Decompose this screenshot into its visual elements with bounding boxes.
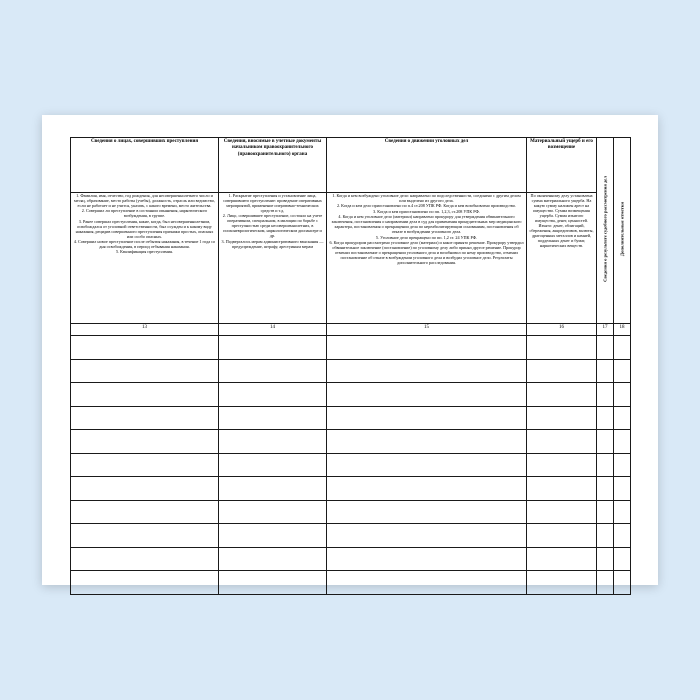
col15-item-4: 4. Когда и кем уголовное дело (материал) направлено прокурору для утверждения обвинительного заключения, постановления о направлении дела в суд для применения принудительных мер медицинского характера, постановления о прекращении дела по нереабилитирующим основаниям, постановления об отказе в возбуждении уголовного дела. <box>331 214 522 235</box>
cell-17[interactable] <box>597 359 614 383</box>
cell-15[interactable] <box>327 500 527 524</box>
cell-14[interactable] <box>219 430 327 454</box>
cell-13[interactable] <box>71 500 219 524</box>
table-row[interactable] <box>71 336 631 360</box>
column-header-18 <box>614 138 631 324</box>
cell-17[interactable] <box>597 500 614 524</box>
cell-15[interactable] <box>327 547 527 571</box>
column-number-18: 18 <box>614 324 631 336</box>
cell-16[interactable] <box>527 336 597 360</box>
cell-16[interactable] <box>527 500 597 524</box>
cell-14[interactable] <box>219 571 327 595</box>
cell-18[interactable] <box>614 453 631 477</box>
cell-18[interactable] <box>614 477 631 501</box>
col13-item-3: 3. Ранее совершал преступления, какие, когда, был несовершеннолетним, освобождался от уголовной ответственности, был осужден и к какому виду наказания, рецидив совершенного преступления признаки простых, опасных или особо опасных. <box>75 218 214 239</box>
cell-13[interactable] <box>71 383 219 407</box>
cell-16[interactable] <box>527 477 597 501</box>
table-row[interactable] <box>71 500 631 524</box>
cell-16[interactable] <box>527 359 597 383</box>
cell-14[interactable] <box>219 406 327 430</box>
cell-15[interactable] <box>327 336 527 360</box>
cell-16[interactable] <box>527 524 597 548</box>
column-number-15: 15 <box>327 324 527 336</box>
cell-18[interactable] <box>614 571 631 595</box>
col15-item-3: 3. Когда и кем приостановлено по пп. 1,2,3, ст.208 УПК РФ. <box>373 208 480 214</box>
column-number-13: 13 <box>71 324 219 336</box>
column-header-17 <box>597 138 614 324</box>
table-row[interactable] <box>71 524 631 548</box>
cell-16[interactable] <box>527 571 597 595</box>
cell-14[interactable] <box>219 453 327 477</box>
cell-15[interactable] <box>327 430 527 454</box>
col15-item-6: 6. Когда прокурором рассмотрено уголовное дело (материал) и какое принято решение. Прокурору утвердил обвинительное заключение (постановление) по уголовному делу либо принял другое решение. Прокурор отменил постановление о прекращении уголовного дела и возобновил по нему производство, отменил постановление об отказе в возбуждении уголовного дела и возбудил уголовное дело. Результаты дополнительного расследования. <box>329 240 524 265</box>
table-header-row <box>71 138 631 193</box>
cell-16[interactable] <box>527 547 597 571</box>
cell-13[interactable] <box>71 359 219 383</box>
table-row[interactable] <box>71 406 631 430</box>
table-row[interactable] <box>71 477 631 501</box>
cell-14[interactable] <box>219 477 327 501</box>
table-row[interactable] <box>71 430 631 454</box>
column-header-15: Сведения о движении уголовных дел <box>327 138 527 193</box>
table-row[interactable] <box>71 547 631 571</box>
cell-13[interactable] <box>71 336 219 360</box>
cell-17[interactable] <box>597 477 614 501</box>
cell-17[interactable] <box>597 547 614 571</box>
cell-13[interactable] <box>71 406 219 430</box>
col13-item-2: 2. Совершил ли преступление в состоянии опьянения, наркотического возбуждения, в группе. <box>81 208 208 219</box>
cell-17[interactable] <box>597 453 614 477</box>
form-sheet <box>70 137 630 565</box>
cell-15[interactable] <box>327 406 527 430</box>
table-description-row <box>71 193 631 324</box>
col15-item-2: 2. Когда и кем дело приостановлено по п.4 ст.208 УПК РФ. Когда и кем возобновлено производство. <box>336 203 517 209</box>
col13-item-1: 1. Фамилия, имя, отчество, год рождения, для несовершеннолетнего число и месяц, образование, место работы (учебы), должность, отрасль или ведомство, если не работает и не учится, указать, с какого времени, место жительства. <box>74 193 215 208</box>
cell-18[interactable] <box>614 524 631 548</box>
cell-14[interactable] <box>219 524 327 548</box>
cell-18[interactable] <box>614 406 631 430</box>
registration-form-table <box>70 137 631 595</box>
cell-16[interactable] <box>527 453 597 477</box>
cell-16[interactable] <box>527 430 597 454</box>
cell-14[interactable] <box>219 547 327 571</box>
cell-14[interactable] <box>219 359 327 383</box>
cell-16[interactable] <box>527 406 597 430</box>
col15-item-5: 5. Уголовное дело прекращено по пп. 1,2 ст. 24 УПК РФ. <box>375 234 478 240</box>
cell-18[interactable] <box>614 430 631 454</box>
cell-14[interactable] <box>219 383 327 407</box>
cell-18[interactable] <box>614 383 631 407</box>
cell-15[interactable] <box>327 453 527 477</box>
column-header-13: Сведения о лицах, совершивших преступления <box>71 138 219 193</box>
cell-13[interactable] <box>71 453 219 477</box>
column-number-14: 14 <box>219 324 327 336</box>
cell-17[interactable] <box>597 524 614 548</box>
cell-15[interactable] <box>327 477 527 501</box>
column-number-row <box>71 324 631 336</box>
cell-17[interactable] <box>597 336 614 360</box>
cell-18[interactable] <box>614 336 631 360</box>
column-header-16: Материальный ущерб и его возмещение <box>527 138 597 193</box>
cell-13[interactable] <box>71 430 219 454</box>
col13-item-4: 4. Совершил новое преступление после отбытия наказания, в течение 1 года со дня освобождения, в период отбывания наказания. <box>73 239 216 250</box>
col14-item-1: 1. Раскрытие преступления и установление лица, совершившего преступление: проведение оперативных мероприятий, применение оперативно-технических средств и т.д. <box>223 193 322 213</box>
cell-15[interactable] <box>327 524 527 548</box>
cell-17[interactable] <box>597 430 614 454</box>
col14-item-3: 3. Подвергалось мерам административного взыскания — предупреждение, штрафу, арестуиным мерам <box>221 238 324 249</box>
column-header-18-label: Дополнительные отметки <box>619 201 625 257</box>
table-row[interactable] <box>71 453 631 477</box>
cell-17[interactable] <box>597 406 614 430</box>
cell-18[interactable] <box>614 359 631 383</box>
col16-item-1: По оконченному делу установлена сумма материального ущерба. На какую сумму наложен арест на имущество. Сумма возмещения ущерба. Сумма изъятого имущества, денег, ценностей. Изъято: денег, облигаций, сбережения, аккредитивов, валюты, драгоценных металлов и камней, поддельных денег и бумаг, наркотических веществ. <box>529 193 594 248</box>
cell-13[interactable] <box>71 547 219 571</box>
column-number-17: 17 <box>597 324 614 336</box>
cell-16[interactable] <box>527 383 597 407</box>
table-row[interactable] <box>71 359 631 383</box>
document-page <box>42 115 658 585</box>
cell-18[interactable] <box>614 547 631 571</box>
column-header-17-label: Сведения о результате судебного рассмотрения дел <box>602 176 608 282</box>
table-row[interactable] <box>71 383 631 407</box>
col13-item-5: 5. Квалификация преступления. <box>115 249 174 255</box>
cell-14[interactable] <box>219 336 327 360</box>
column-body-16 <box>527 193 597 324</box>
cell-14[interactable] <box>219 500 327 524</box>
column-body-15 <box>327 193 527 324</box>
cell-15[interactable] <box>327 383 527 407</box>
col15-item-1: 1. Когда и кем возбуждено уголовное дело: направлено по подследственности, соединено с другим делом или выделено из другого дела. <box>332 193 521 203</box>
cell-13[interactable] <box>71 477 219 501</box>
cell-13[interactable] <box>71 524 219 548</box>
table-row[interactable] <box>71 571 631 595</box>
column-body-13 <box>71 193 219 324</box>
cell-15[interactable] <box>327 359 527 383</box>
column-number-16: 16 <box>527 324 597 336</box>
column-body-14 <box>219 193 327 324</box>
cell-13[interactable] <box>71 571 219 595</box>
col14-item-2: 2. Лицо, совершившее преступление, состояло на учете оперативном, специальном, в милиции по борьбе с преступностью среди несовершеннолетних, в психоневрологическом, наркологическом диспансере и др. <box>222 213 323 239</box>
cell-17[interactable] <box>597 571 614 595</box>
column-header-14: Сведения, вносимые в учетные документы начальником правоохранительного (правоохранительного) органа <box>219 138 327 193</box>
cell-17[interactable] <box>597 383 614 407</box>
cell-18[interactable] <box>614 500 631 524</box>
cell-15[interactable] <box>327 571 527 595</box>
